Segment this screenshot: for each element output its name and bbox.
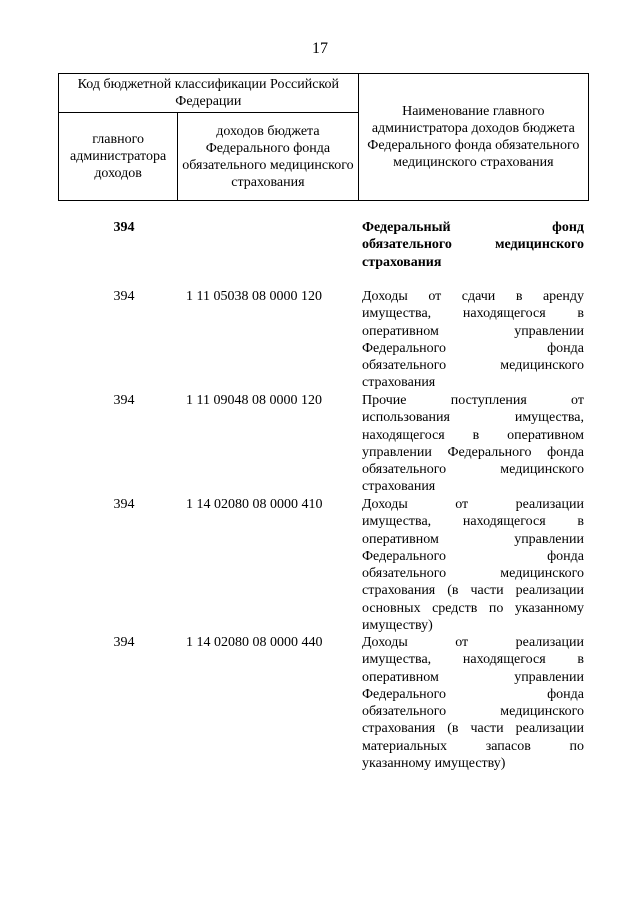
- income-name: [362, 496, 584, 634]
- name-line: материальных запасов по: [362, 738, 584, 754]
- admin-code: 394: [113, 220, 135, 235]
- name-line: Доходы от сдачи в аренду: [362, 289, 584, 304]
- income-name: [362, 288, 584, 392]
- name-line: обязательного медицинского: [362, 358, 584, 374]
- admin-code: 394: [113, 289, 135, 304]
- name-line: Федерального фонда: [362, 686, 584, 702]
- name-line: имущества, находящегося в: [362, 306, 584, 322]
- name-line: страхования: [362, 254, 442, 270]
- name-line: обязательного медицинского: [362, 566, 584, 582]
- name-line: Доходы от реализации: [362, 497, 584, 512]
- header-group-title: Код бюджетной классификации Российской Федерации: [59, 74, 359, 113]
- income-code: 1 11 09048 08 0000 120: [186, 393, 322, 408]
- name-line: страхования (в части реализации: [362, 721, 584, 737]
- name-line: Доходы от реализации: [362, 635, 584, 650]
- income-name: [362, 634, 584, 772]
- name-line: обязательного медицинского: [362, 704, 584, 720]
- header-col1: главного администратора доходов: [59, 113, 178, 201]
- name-line: основных средств по указанному: [362, 600, 584, 616]
- header-table: [58, 73, 589, 201]
- header-col3: Наименование главного администратора доходов бюджета Федерального фонда обязательного медицинского страхования: [358, 74, 588, 201]
- name-line: Федерального фонда: [362, 548, 584, 564]
- name-line: оперативном управлении: [362, 669, 584, 685]
- name-line: находящегося в оперативном: [362, 427, 584, 443]
- admin-code: 394: [113, 635, 135, 650]
- name-line: оперативном управлении: [362, 323, 584, 339]
- name-line: обязательного медицинского: [362, 237, 584, 253]
- income-name: [362, 219, 584, 271]
- income-code: 1 11 05038 08 0000 120: [186, 289, 322, 304]
- name-line: имуществу): [362, 618, 433, 634]
- name-line: имущества, находящегося в: [362, 652, 584, 668]
- name-line: имущества, находящегося в: [362, 514, 584, 530]
- name-line: оперативном управлении: [362, 531, 584, 547]
- name-line: страхования (в части реализации: [362, 583, 584, 599]
- name-line: обязательного медицинского: [362, 462, 584, 478]
- income-code: 1 14 02080 08 0000 440: [186, 635, 323, 650]
- name-line: использования имущества,: [362, 410, 584, 426]
- admin-code: 394: [113, 393, 135, 408]
- name-line: управлении Федерального фонда: [362, 444, 584, 460]
- page-number: 17: [312, 40, 328, 57]
- admin-code: 394: [113, 497, 135, 512]
- name-line: указанному имуществу): [362, 756, 506, 772]
- name-line: Федерального фонда: [362, 340, 584, 356]
- income-name: [362, 392, 584, 496]
- name-line: страхования: [362, 479, 436, 495]
- name-line: Федеральный фонд: [362, 220, 584, 235]
- header-col2: доходов бюджета Федерального фонда обязательного медицинского страхования: [178, 113, 358, 201]
- name-line: Прочие поступления от: [362, 393, 584, 408]
- name-line: страхования: [362, 375, 436, 391]
- income-code: 1 14 02080 08 0000 410: [186, 497, 323, 512]
